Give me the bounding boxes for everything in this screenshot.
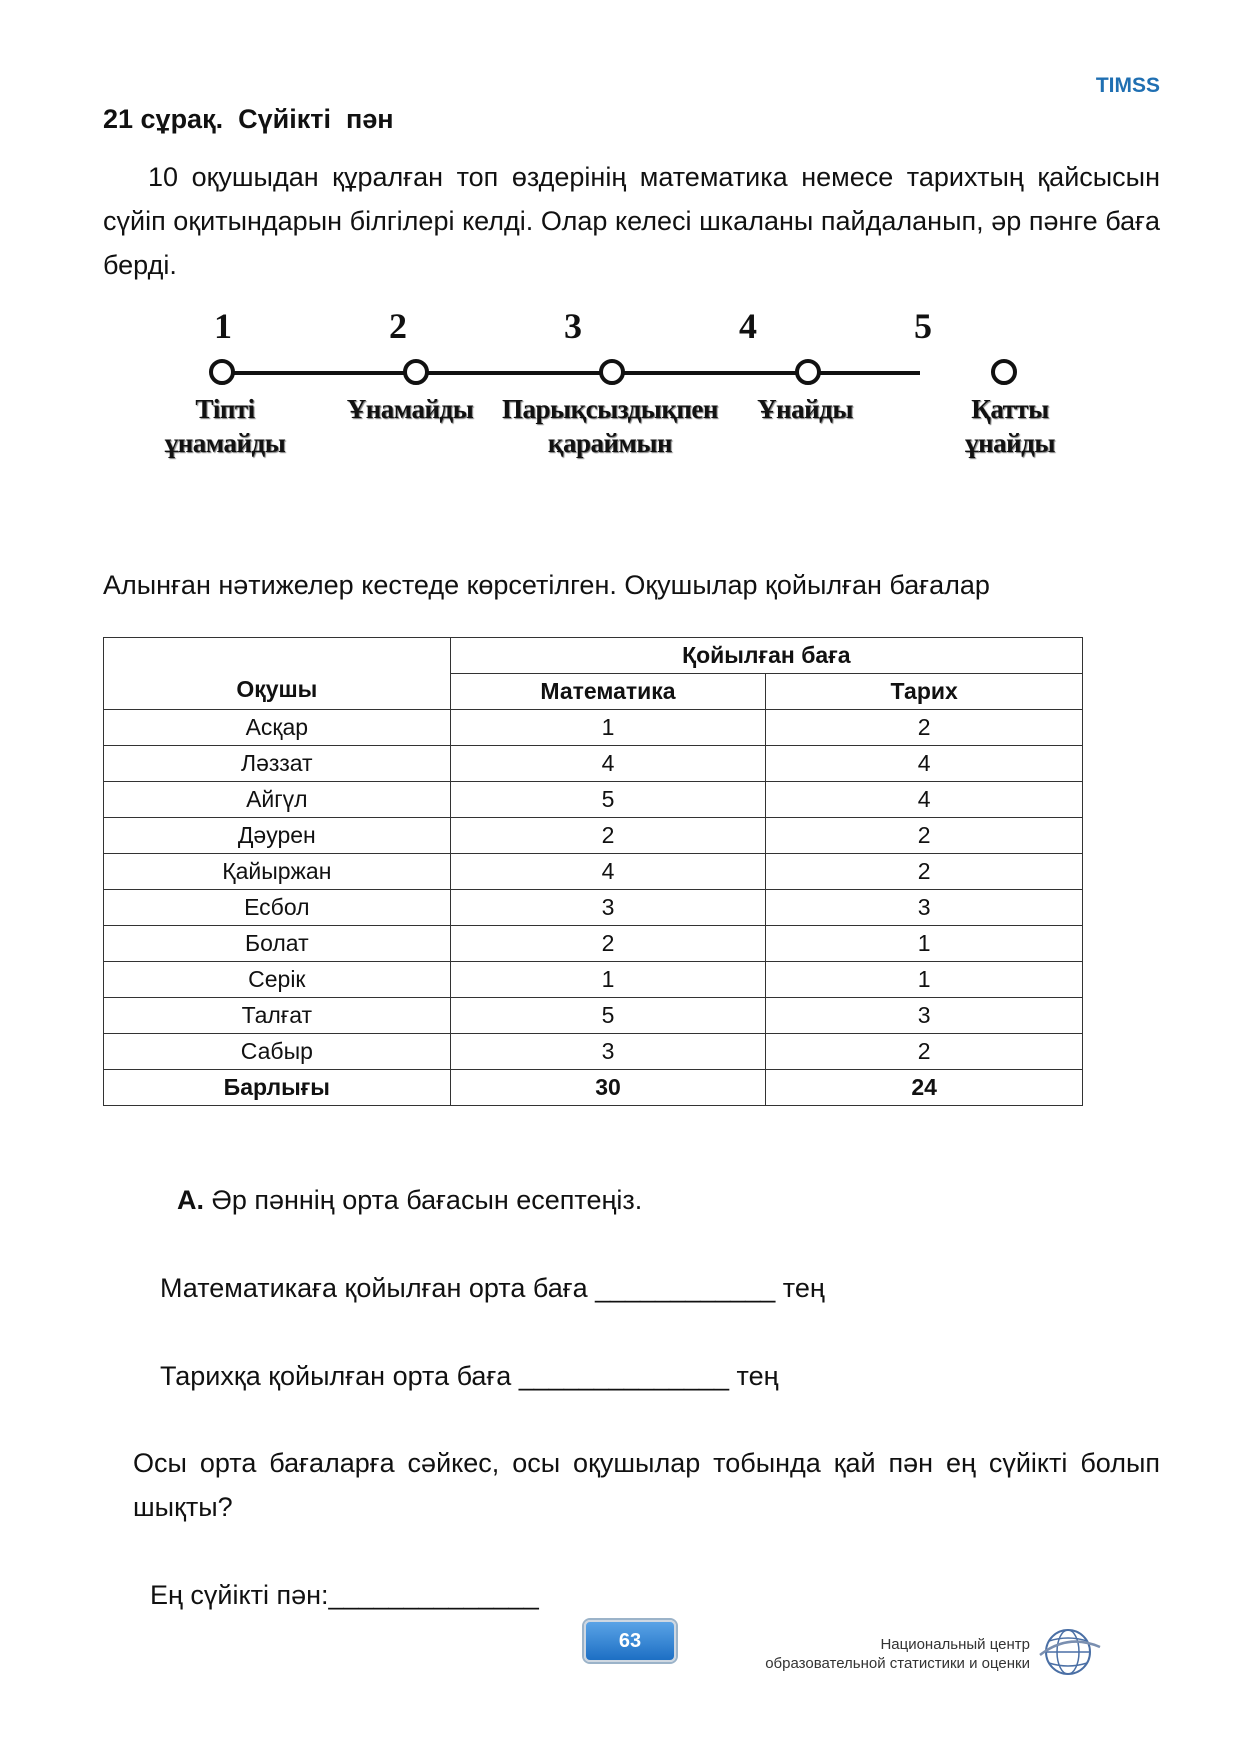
scale-point-4 <box>795 359 823 387</box>
history-grade: 2 <box>766 854 1083 890</box>
math-grade: 2 <box>450 818 766 854</box>
math-average-line[interactable]: Математикаға қойылған орта баға ____________ тең <box>160 1273 825 1303</box>
table-row <box>104 962 1083 998</box>
student-name: Қайыржан <box>104 854 451 890</box>
math-grade: 5 <box>450 782 766 818</box>
history-grade: 2 <box>766 818 1083 854</box>
math-header: Математика <box>450 674 766 710</box>
results-caption: Алынған нәтижелер кестеде көрсетілген. Оқушылар қойылған бағалар <box>103 570 990 600</box>
scale-label-1: Тіпті ұнамайды <box>164 394 286 458</box>
student-name: Есбол <box>104 890 451 926</box>
scale-label-3: Парықсыздықпен қараймын <box>502 394 718 458</box>
math-grade: 2 <box>450 926 766 962</box>
history-grade: 1 <box>766 926 1083 962</box>
table-row <box>104 890 1083 926</box>
total-row <box>104 1070 1083 1106</box>
table-row <box>104 782 1083 818</box>
table-row <box>104 746 1083 782</box>
math-grade: 3 <box>450 1034 766 1070</box>
math-grade: 4 <box>450 746 766 782</box>
math-grade: 5 <box>450 998 766 1034</box>
grades-table <box>103 637 1083 1106</box>
question-title: 21 сұрақ. Сүйікті пән <box>103 104 394 134</box>
intro-paragraph: 10 оқушыдан құралған топ өздерінің математика немесе тарихтың қайсысын сүйіп оқитындарын білгілері келді. Олар келесі шкаланы пайдаланып, әр пәнге баға берді. <box>103 162 1160 280</box>
student-name: Дәурен <box>104 818 451 854</box>
student-header: Оқушы <box>104 638 451 710</box>
history-grade: 3 <box>766 890 1083 926</box>
scale-point-2 <box>403 359 431 387</box>
part-a-text: Әр пәннің орта бағасын есептеңіз. <box>204 1185 643 1215</box>
student-name: Болат <box>104 926 451 962</box>
scale-point-3 <box>599 359 627 387</box>
math-grade: 1 <box>450 710 766 746</box>
student-name: Ләззат <box>104 746 451 782</box>
math-grade: 1 <box>450 962 766 998</box>
table-row <box>104 854 1083 890</box>
part-a-prompt <box>177 1185 642 1216</box>
history-grade: 3 <box>766 998 1083 1034</box>
table-row <box>104 1034 1083 1070</box>
math-grade: 3 <box>450 890 766 926</box>
math-grade: 4 <box>450 854 766 890</box>
scale-label-5: Қатты ұнайды <box>965 394 1055 458</box>
scale-number-4: 4 <box>739 306 757 346</box>
grade-group-header: Қойылған баға <box>450 638 1082 674</box>
history-grade: 2 <box>766 710 1083 746</box>
scale-number-2: 2 <box>389 306 407 346</box>
history-total: 24 <box>766 1070 1083 1106</box>
history-grade: 1 <box>766 962 1083 998</box>
history-header: Тарих <box>766 674 1083 710</box>
student-name: Айгүл <box>104 782 451 818</box>
scale-label-4: Ұнайды <box>757 394 853 424</box>
table-row <box>104 926 1083 962</box>
history-grade: 4 <box>766 746 1083 782</box>
student-name: Серік <box>104 962 451 998</box>
scale-point-1 <box>209 359 237 387</box>
history-grade: 2 <box>766 1034 1083 1070</box>
favorite-subject-question: Осы орта бағаларға сәйкес, осы оқушылар тобында қай пән ең сүйікті болып шықты? <box>133 1448 1160 1522</box>
scale-number-3: 3 <box>564 306 582 346</box>
math-total: 30 <box>450 1070 766 1106</box>
scale-label-2: Ұнамайды <box>346 394 474 424</box>
total-label: Барлығы <box>104 1070 451 1106</box>
timss-badge: TIMSS <box>1095 74 1160 97</box>
globe-logo-icon <box>1038 1625 1102 1679</box>
student-name: Талғат <box>104 998 451 1034</box>
scale-point-5 <box>991 359 1019 387</box>
scale-number-5: 5 <box>914 306 932 346</box>
rating-scale <box>140 300 1100 470</box>
favorite-subject-answer-line[interactable]: Ең сүйікті пән:______________ <box>150 1580 539 1610</box>
part-a-label: А. <box>177 1185 204 1215</box>
table-row <box>104 998 1083 1034</box>
table-row <box>104 818 1083 854</box>
student-name: Сабыр <box>104 1034 451 1070</box>
scale-number-1: 1 <box>214 306 232 346</box>
history-average-line[interactable]: Тарихқа қойылған орта баға ______________ тең <box>160 1361 779 1391</box>
publisher-name: Национальный центр образовательной статистики и оценки <box>765 1636 1030 1672</box>
table-row <box>104 710 1083 746</box>
history-grade: 4 <box>766 782 1083 818</box>
page-number: 63 <box>584 1620 676 1662</box>
student-name: Асқар <box>104 710 451 746</box>
